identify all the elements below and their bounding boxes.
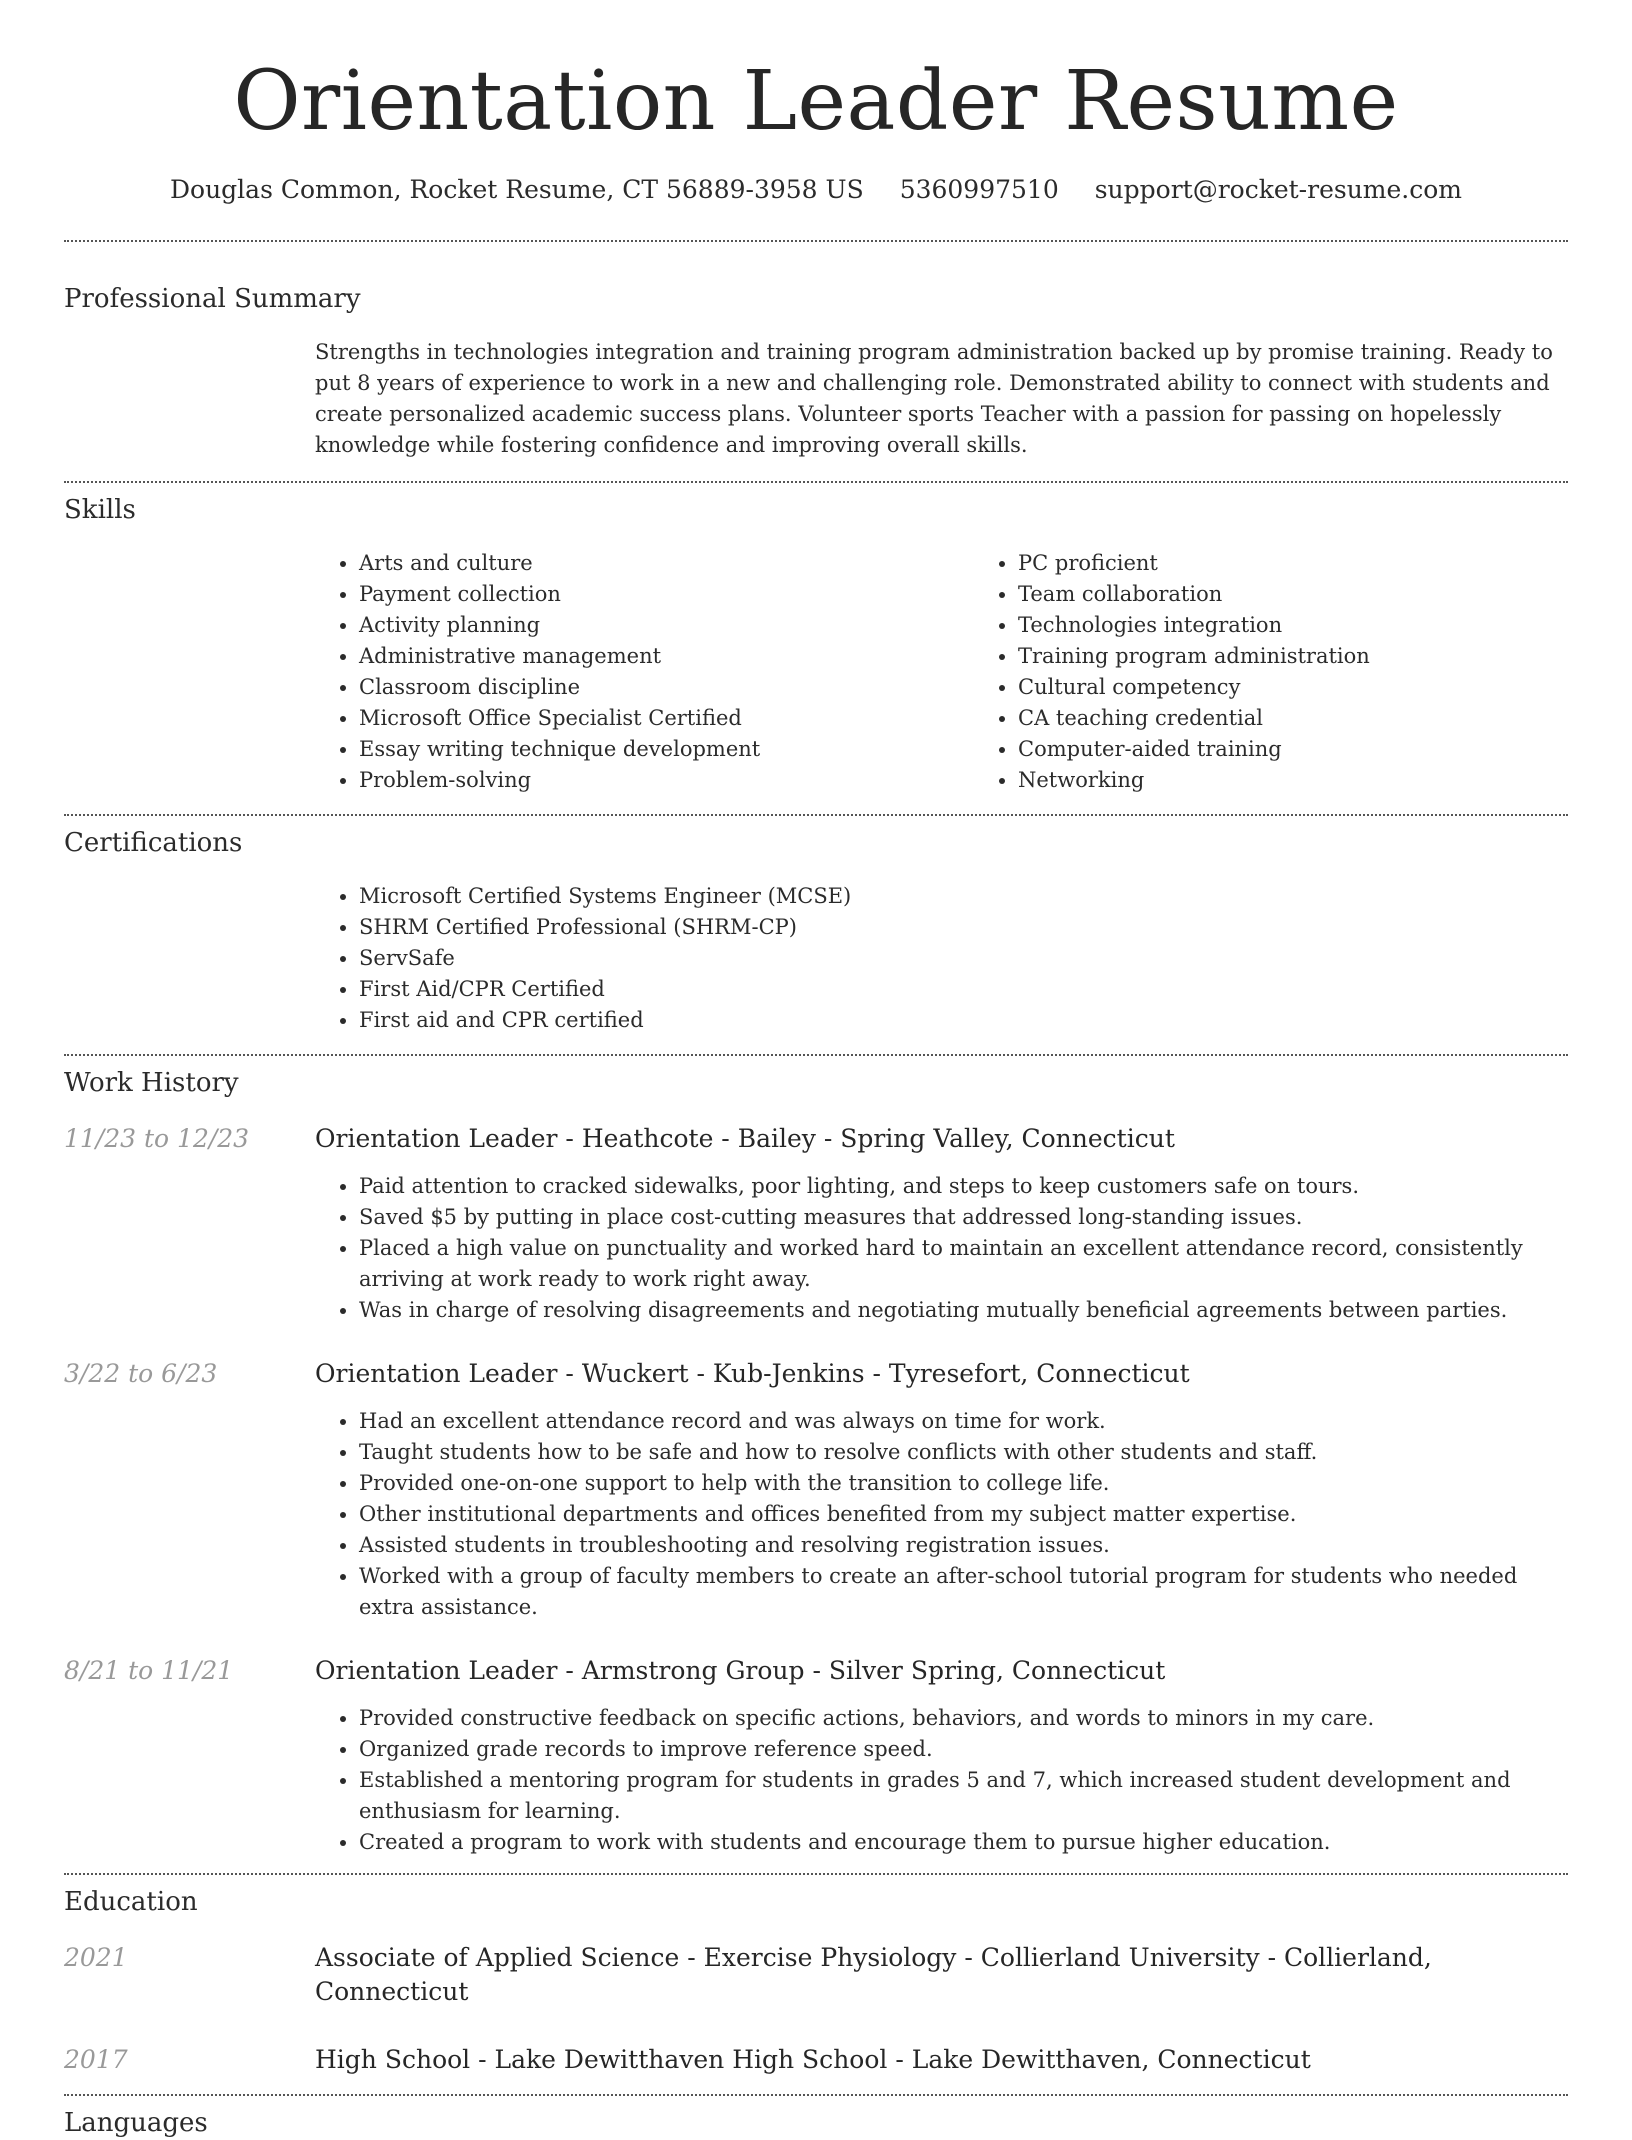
job-bullet: • Organized grade records to improve reference speed. (359, 1734, 1568, 1765)
certifications-section (64, 816, 1568, 1036)
job-bullet: • Placed a high value on punctuality and worked hard to maintain an excellent attendance record, consistently arriving at work ready to work right away. (359, 1233, 1568, 1295)
job-bullets (315, 1406, 1568, 1623)
skill-item: • PC proficient (1018, 548, 1632, 579)
job-entry (64, 1654, 1568, 1858)
skill-item: • Administrative management (359, 641, 974, 672)
summary-heading: Professional Summary (64, 284, 361, 314)
education-entry (64, 2043, 1568, 2077)
job-bullet: • Taught students how to be safe and how to resolve conflicts with other students and staff. (359, 1437, 1568, 1468)
skills-list-right (974, 548, 1632, 796)
job-date: 3/22 to 6/23 (64, 1359, 218, 1388)
job-entry (64, 1357, 1568, 1623)
work-history-section (64, 1056, 1568, 1858)
job-title: Orientation Leader - Heathcote - Bailey - Spring Valley, Connecticut (315, 1124, 1175, 1153)
education-title: Associate of Applied Science - Exercise Physiology - Collierland University - Collierland, Connecticut (315, 1943, 1432, 2006)
skill-item: • Classroom discipline (359, 672, 974, 703)
work-history-heading: Work History (64, 1068, 239, 1098)
languages-section (64, 2096, 1568, 2140)
education-section (64, 1875, 1568, 2077)
education-entry (64, 1941, 1568, 2009)
job-bullets (315, 1171, 1568, 1326)
certifications-heading: Certifications (64, 828, 243, 858)
contact-line (64, 174, 1568, 206)
job-bullet: • Paid attention to cracked sidewalks, poor lighting, and steps to keep customers safe on tours. (359, 1171, 1568, 1202)
languages-heading: Languages (64, 2108, 208, 2138)
education-year: 2017 (64, 2045, 128, 2074)
job-bullets (315, 1703, 1568, 1858)
resume-title: Orientation Leader Resume (233, 54, 1399, 149)
skill-item: • Computer-aided training (1018, 734, 1632, 765)
skills-list-left (315, 548, 974, 796)
job-bullet: • Saved $5 by putting in place cost-cutting measures that addressed long-standing issues. (359, 1202, 1568, 1233)
job-date: 8/21 to 11/21 (64, 1656, 234, 1685)
job-title: Orientation Leader - Wuckert - Kub-Jenkins - Tyresefort, Connecticut (315, 1359, 1190, 1388)
certification-item: • ServSafe (359, 943, 1568, 974)
contact-address: Douglas Common, Rocket Resume, CT 56889-3958 US (169, 175, 864, 204)
education-title: High School - Lake Dewitthaven High School - Lake Dewitthaven, Connecticut (315, 2045, 1311, 2074)
job-bullet: • Assisted students in troubleshooting and resolving registration issues. (359, 1530, 1568, 1561)
skill-item: • Problem-solving (359, 765, 974, 796)
job-bullet: • Provided one-on-one support to help with the transition to college life. (359, 1468, 1568, 1499)
skill-item: • Payment collection (359, 579, 974, 610)
job-bullet: • Established a mentoring program for students in grades 5 and 7, which increased student development and enthusiasm for learning. (359, 1765, 1568, 1827)
job-bullet: • Had an excellent attendance record and was always on time for work. (359, 1406, 1568, 1437)
education-heading: Education (64, 1887, 198, 1917)
skill-item: • Activity planning (359, 610, 974, 641)
certification-item: • SHRM Certified Professional (SHRM-CP) (359, 912, 1568, 943)
skill-item: • Microsoft Office Specialist Certified (359, 703, 974, 734)
certification-item: • Microsoft Certified Systems Engineer (MCSE) (359, 881, 1568, 912)
contact-email: support@rocket-resume.com (1094, 175, 1463, 204)
skill-item: • Technologies integration (1018, 610, 1632, 641)
education-year: 2021 (64, 1943, 128, 1972)
contact-phone: 5360997510 (899, 175, 1059, 204)
skill-item: • Training program administration (1018, 641, 1632, 672)
job-entry (64, 1122, 1568, 1326)
skill-item: • Team collaboration (1018, 579, 1632, 610)
skills-section (64, 483, 1568, 796)
job-bullet: • Created a program to work with students and encourage them to pursue higher education. (359, 1827, 1568, 1858)
certifications-list (315, 881, 1568, 1036)
skills-heading: Skills (64, 495, 136, 525)
job-bullet: • Was in charge of resolving disagreements and negotiating mutually beneficial agreements between parties. (359, 1295, 1568, 1326)
skill-item: • Arts and culture (359, 548, 974, 579)
skill-item: • Networking (1018, 765, 1632, 796)
job-bullet: • Worked with a group of faculty members to create an after-school tutorial program for students who needed extra assistance. (359, 1561, 1568, 1623)
summary-text: Strengths in technologies integration and training program administration backed up by promise training. Ready to put 8 years of experience to work in a new and challenging role. Demonstrated ability to connect with students and create personalized academic success plans. Volunteer sports Teacher with a passion for passing on hopelessly knowledge while fostering confidence and improving overall skills. (315, 340, 1553, 457)
job-title: Orientation Leader - Armstrong Group - Silver Spring, Connecticut (315, 1656, 1166, 1685)
certification-item: • First Aid/CPR Certified (359, 974, 1568, 1005)
job-bullet: • Other institutional departments and offices benefited from my subject matter expertise. (359, 1499, 1568, 1530)
resume-page (64, 0, 1568, 2140)
job-date: 11/23 to 12/23 (64, 1124, 250, 1153)
summary-section (64, 242, 1568, 461)
skill-item: • Essay writing technique development (359, 734, 974, 765)
skill-item: • Cultural competency (1018, 672, 1632, 703)
skill-item: • CA teaching credential (1018, 703, 1632, 734)
certification-item: • First aid and CPR certified (359, 1005, 1568, 1036)
job-bullet: • Provided constructive feedback on specific actions, behaviors, and words to minors in my care. (359, 1703, 1568, 1734)
